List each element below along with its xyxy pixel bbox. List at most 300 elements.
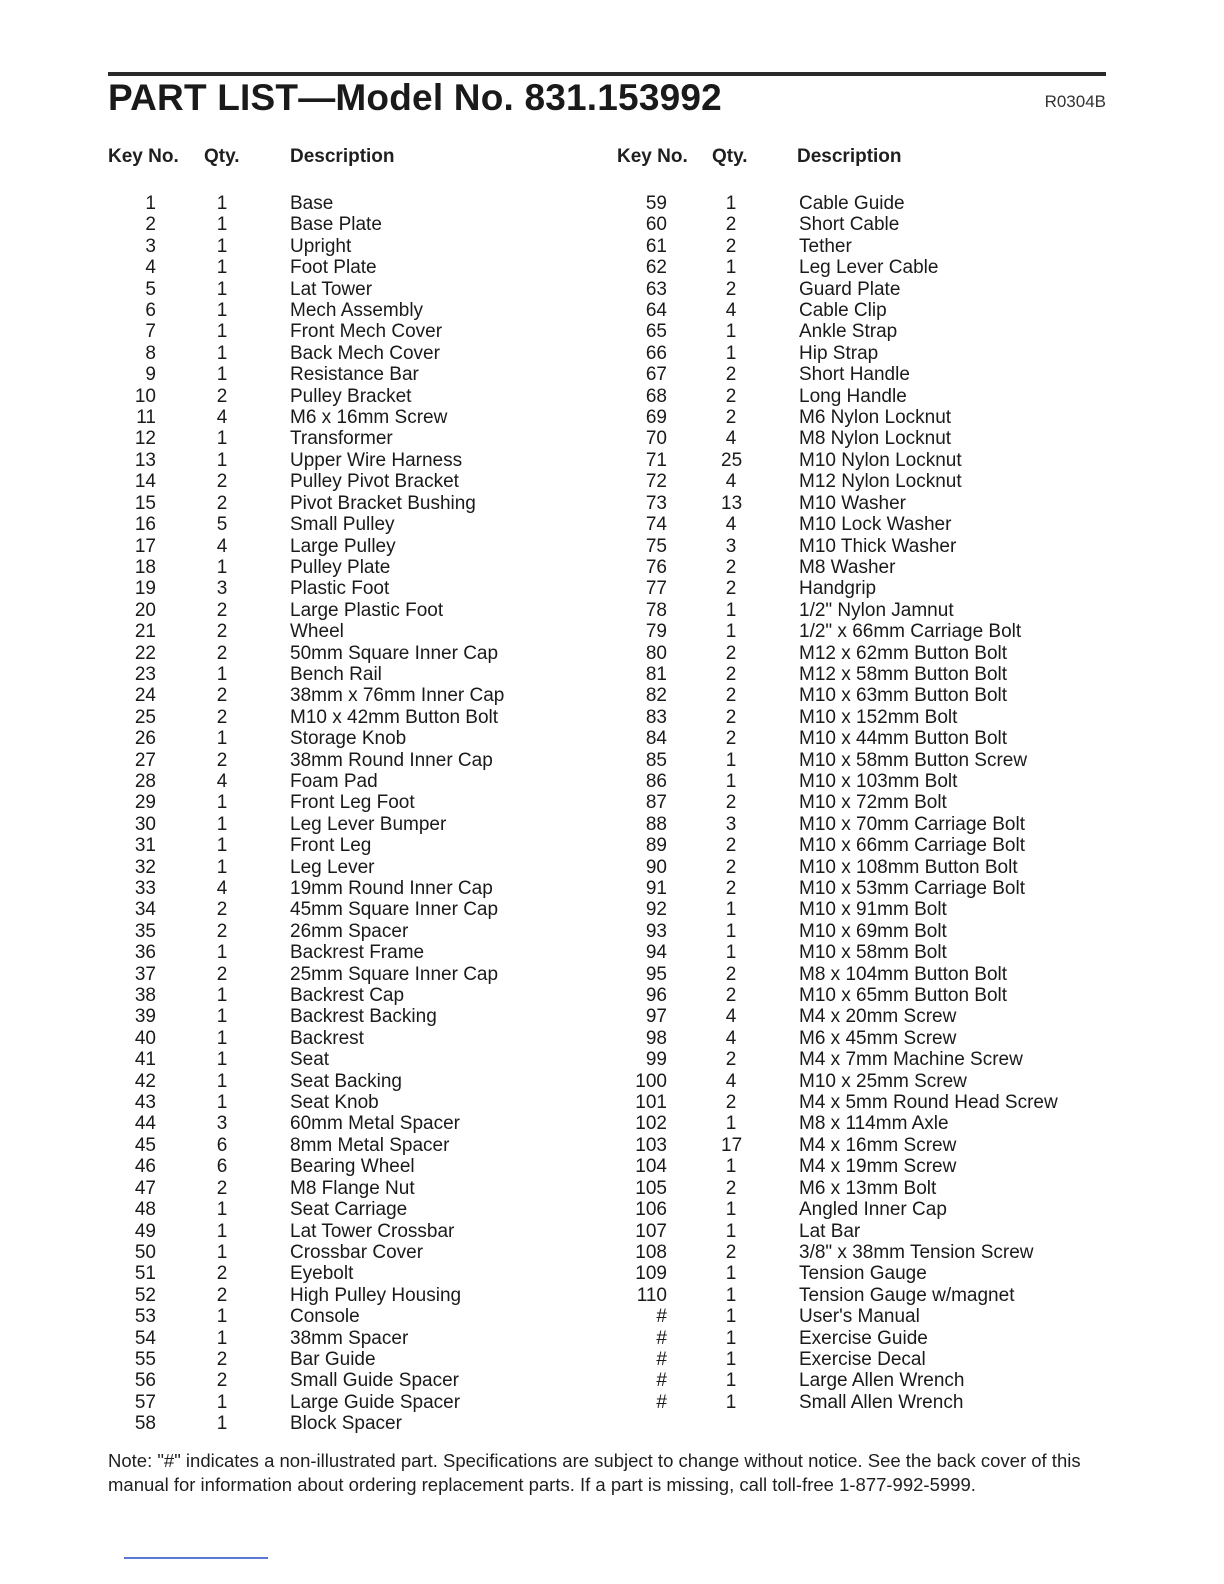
part-key-no: 44 xyxy=(134,1113,156,1135)
part-row xyxy=(617,450,1117,471)
part-row xyxy=(617,964,1117,985)
part-description: M10 x 53mm Carriage Bolt xyxy=(799,878,1025,899)
part-row xyxy=(108,300,608,321)
right-parts-column xyxy=(617,193,1117,1413)
part-qty: 2 xyxy=(725,706,737,728)
part-row xyxy=(617,214,1117,235)
part-qty: 2 xyxy=(725,578,737,600)
part-row xyxy=(617,1092,1117,1113)
part-row xyxy=(617,343,1117,364)
part-row xyxy=(617,1178,1117,1199)
part-qty: 4 xyxy=(216,407,228,429)
part-description: Leg Lever Cable xyxy=(799,257,939,279)
part-qty: 1 xyxy=(216,1306,228,1328)
part-description: Pulley Bracket xyxy=(290,385,412,407)
part-qty: 1 xyxy=(725,342,737,364)
part-row xyxy=(108,557,608,578)
part-key-no: 35 xyxy=(134,920,156,942)
part-description: Pulley Pivot Bracket xyxy=(290,471,459,493)
part-row xyxy=(108,707,608,728)
part-qty: 17 xyxy=(721,1134,743,1156)
part-row xyxy=(108,1028,608,1049)
part-description: M12 x 58mm Button Bolt xyxy=(799,663,1008,685)
part-qty: 2 xyxy=(725,878,737,899)
part-row xyxy=(617,771,1117,792)
part-row xyxy=(617,1071,1117,1092)
part-key-no: 96 xyxy=(645,985,667,1007)
part-description: M4 x 5mm Round Head Screw xyxy=(799,1092,1058,1114)
part-qty: 2 xyxy=(216,1263,228,1285)
part-description: 25mm Square Inner Cap xyxy=(290,963,499,985)
part-row xyxy=(108,364,608,385)
part-key-no: 72 xyxy=(645,471,667,493)
part-description: Lat Bar xyxy=(799,1220,861,1242)
part-key-no: # xyxy=(656,1306,667,1328)
part-key-no: 78 xyxy=(645,599,667,621)
part-description: 45mm Square Inner Cap xyxy=(290,899,499,921)
part-description: 50mm Square Inner Cap xyxy=(290,642,499,664)
part-row xyxy=(108,257,608,278)
part-row xyxy=(617,1006,1117,1027)
part-key-no: # xyxy=(656,1348,667,1370)
part-key-no: 82 xyxy=(645,685,667,707)
part-row xyxy=(108,878,608,899)
document-code: R0304B xyxy=(1044,92,1106,111)
part-key-no: 110 xyxy=(636,1284,667,1306)
part-key-no: 53 xyxy=(134,1306,156,1328)
part-qty: 1 xyxy=(216,1241,228,1263)
part-description: Tension Gauge xyxy=(799,1263,927,1285)
part-key-no: 69 xyxy=(645,407,667,429)
part-qty: 25 xyxy=(721,449,743,471)
part-description: Exercise Guide xyxy=(799,1327,928,1349)
part-description: Handgrip xyxy=(799,578,877,600)
part-qty: 2 xyxy=(725,407,737,429)
part-key-no: 6 xyxy=(145,300,156,322)
part-qty: 2 xyxy=(725,1092,737,1114)
part-row xyxy=(617,1028,1117,1049)
part-description: Seat Carriage xyxy=(290,1199,408,1221)
part-qty: 2 xyxy=(725,278,737,300)
part-row xyxy=(108,279,608,300)
part-key-no: 25 xyxy=(134,706,156,728)
part-row xyxy=(617,471,1117,492)
part-qty: 1 xyxy=(725,1391,737,1413)
part-row xyxy=(108,1242,608,1263)
part-description: Front Mech Cover xyxy=(290,321,443,343)
part-description: M10 Washer xyxy=(799,492,906,514)
part-row xyxy=(617,792,1117,813)
part-key-no: 109 xyxy=(635,1263,667,1285)
part-row xyxy=(617,1306,1117,1327)
part-row xyxy=(617,942,1117,963)
part-qty: 2 xyxy=(216,492,228,514)
part-qty: 2 xyxy=(725,1177,737,1199)
part-qty: 1 xyxy=(216,449,228,471)
part-description: Backrest Cap xyxy=(290,985,405,1007)
part-key-no: 1 xyxy=(145,193,156,214)
part-key-no: 97 xyxy=(645,1006,667,1028)
part-description: M4 x 16mm Screw xyxy=(799,1134,957,1156)
part-row xyxy=(108,193,608,214)
part-row xyxy=(108,835,608,856)
part-key-no: 17 xyxy=(134,535,156,557)
part-key-no: 10 xyxy=(134,385,156,407)
part-description: Wheel xyxy=(290,621,344,643)
part-key-no: 59 xyxy=(645,193,667,214)
part-qty: 1 xyxy=(725,193,737,214)
part-qty: 2 xyxy=(725,1241,737,1263)
part-row xyxy=(617,685,1117,706)
part-row xyxy=(108,792,608,813)
part-qty: 1 xyxy=(725,942,737,964)
part-qty: 2 xyxy=(216,749,228,771)
part-description: Pivot Bracket Bushing xyxy=(290,492,476,514)
part-key-no: 108 xyxy=(635,1241,667,1263)
part-key-no: 32 xyxy=(134,856,156,878)
part-description: M12 x 62mm Button Bolt xyxy=(799,642,1008,664)
part-key-no: 49 xyxy=(134,1220,156,1242)
part-row xyxy=(617,578,1117,599)
part-qty: 6 xyxy=(216,1156,228,1178)
part-qty: 2 xyxy=(216,963,228,985)
part-description: 1/2" x 66mm Carriage Bolt xyxy=(799,621,1022,643)
part-row xyxy=(617,728,1117,749)
left-parts-column xyxy=(108,193,608,1435)
part-description: M10 x 108mm Button Bolt xyxy=(799,856,1018,878)
part-key-no: 36 xyxy=(134,942,156,964)
part-description: M10 x 63mm Button Bolt xyxy=(799,685,1008,707)
part-row xyxy=(617,364,1117,385)
part-qty: 1 xyxy=(216,364,228,386)
part-qty: 4 xyxy=(216,535,228,557)
part-key-no: 18 xyxy=(134,556,156,578)
part-row xyxy=(617,300,1117,321)
part-qty: 1 xyxy=(216,1391,228,1413)
part-row xyxy=(617,1156,1117,1177)
part-row xyxy=(617,428,1117,449)
part-key-no: # xyxy=(656,1370,667,1392)
right-header-key: Key No. xyxy=(617,146,688,167)
part-key-no: 11 xyxy=(136,407,156,429)
part-qty: 2 xyxy=(216,706,228,728)
part-row xyxy=(108,514,608,535)
footer-rule xyxy=(124,1557,268,1559)
part-key-no: 74 xyxy=(645,514,667,536)
part-qty: 4 xyxy=(216,770,228,792)
part-description: Block Spacer xyxy=(290,1413,402,1435)
part-key-no: 103 xyxy=(635,1134,667,1156)
part-description: M10 x 152mm Bolt xyxy=(799,706,958,728)
part-key-no: 76 xyxy=(645,556,667,578)
part-description: M4 x 19mm Screw xyxy=(799,1156,957,1178)
part-key-no: 60 xyxy=(645,214,667,236)
part-qty: 1 xyxy=(725,1156,737,1178)
part-row xyxy=(617,514,1117,535)
part-row xyxy=(108,964,608,985)
part-description: M4 x 20mm Screw xyxy=(799,1006,957,1028)
part-qty: 3 xyxy=(725,813,737,835)
part-key-no: 63 xyxy=(645,278,667,300)
part-description: M10 Thick Washer xyxy=(799,535,957,557)
part-row xyxy=(108,664,608,685)
part-description: Backrest xyxy=(290,1027,364,1049)
part-row xyxy=(617,1263,1117,1284)
part-qty: 1 xyxy=(216,942,228,964)
part-qty: 1 xyxy=(216,1049,228,1071)
part-description: M12 Nylon Locknut xyxy=(799,471,962,493)
part-qty: 2 xyxy=(725,364,737,386)
part-description: Seat Knob xyxy=(290,1092,379,1114)
part-row xyxy=(108,1178,608,1199)
part-qty: 2 xyxy=(216,1348,228,1370)
part-qty: 1 xyxy=(216,1327,228,1349)
part-qty: 1 xyxy=(216,1413,228,1435)
part-key-no: 89 xyxy=(645,835,667,857)
part-qty: 2 xyxy=(725,985,737,1007)
part-description: Long Handle xyxy=(799,385,907,407)
part-key-no: 28 xyxy=(134,770,156,792)
part-description: M10 x 58mm Button Screw xyxy=(799,749,1028,771)
part-qty: 4 xyxy=(725,428,737,450)
part-qty: 2 xyxy=(725,685,737,707)
part-qty: 2 xyxy=(725,642,737,664)
part-row xyxy=(108,942,608,963)
part-qty: 1 xyxy=(725,321,737,343)
part-row xyxy=(617,1199,1117,1220)
part-row xyxy=(617,257,1117,278)
part-qty: 1 xyxy=(725,1113,737,1135)
part-description: M6 x 13mm Bolt xyxy=(799,1177,937,1199)
part-row xyxy=(108,1006,608,1027)
part-row xyxy=(108,1263,608,1284)
part-key-no: 52 xyxy=(134,1284,156,1306)
part-key-no: 16 xyxy=(134,514,156,536)
part-qty: 1 xyxy=(216,235,228,257)
part-description: Foam Pad xyxy=(290,770,378,792)
part-description: M4 x 7mm Machine Screw xyxy=(799,1049,1023,1071)
part-key-no: 8 xyxy=(145,342,156,364)
part-row xyxy=(617,899,1117,920)
part-description: Resistance Bar xyxy=(290,364,419,386)
part-description: Mech Assembly xyxy=(290,300,424,322)
part-key-no: 55 xyxy=(134,1348,156,1370)
part-description: M6 x 16mm Screw xyxy=(290,407,448,429)
part-qty: 2 xyxy=(725,835,737,857)
part-description: M10 Nylon Locknut xyxy=(799,449,962,471)
part-row xyxy=(108,857,608,878)
part-key-no: 75 xyxy=(645,535,667,557)
part-qty: 1 xyxy=(216,428,228,450)
part-row xyxy=(108,685,608,706)
part-key-no: 107 xyxy=(635,1220,667,1242)
part-row xyxy=(108,1221,608,1242)
part-row xyxy=(108,1199,608,1220)
part-key-no: 68 xyxy=(645,385,667,407)
part-qty: 1 xyxy=(216,1199,228,1221)
part-row xyxy=(617,536,1117,557)
part-key-no: 20 xyxy=(134,599,156,621)
part-key-no: 13 xyxy=(134,449,156,471)
part-qty: 1 xyxy=(725,1306,737,1328)
part-description: Small Guide Spacer xyxy=(290,1370,459,1392)
part-row xyxy=(108,471,608,492)
part-description: Bearing Wheel xyxy=(290,1156,415,1178)
part-key-no: 22 xyxy=(134,642,156,664)
part-key-no: 100 xyxy=(635,1070,667,1092)
part-qty: 2 xyxy=(216,1370,228,1392)
part-key-no: 92 xyxy=(645,899,667,921)
part-qty: 1 xyxy=(725,1220,737,1242)
part-qty: 4 xyxy=(216,878,228,899)
part-qty: 1 xyxy=(725,1199,737,1221)
part-qty: 3 xyxy=(725,535,737,557)
part-row xyxy=(108,1071,608,1092)
part-qty: 2 xyxy=(725,556,737,578)
part-row xyxy=(108,343,608,364)
part-key-no: 79 xyxy=(645,621,667,643)
part-key-no: 91 xyxy=(645,878,667,899)
part-key-no: 61 xyxy=(645,235,667,257)
part-row xyxy=(617,493,1117,514)
part-key-no: # xyxy=(656,1327,667,1349)
part-row xyxy=(617,921,1117,942)
part-description: M8 Nylon Locknut xyxy=(799,428,952,450)
part-description: Small Pulley xyxy=(290,514,395,536)
part-description: Crossbar Cover xyxy=(290,1241,424,1263)
part-qty: 1 xyxy=(725,599,737,621)
part-row xyxy=(617,1328,1117,1349)
part-qty: 2 xyxy=(725,856,737,878)
part-key-no: 58 xyxy=(134,1413,156,1435)
part-qty: 1 xyxy=(216,556,228,578)
part-qty: 1 xyxy=(216,835,228,857)
part-key-no: 87 xyxy=(645,792,667,814)
part-qty: 2 xyxy=(725,235,737,257)
part-row xyxy=(617,1113,1117,1134)
part-description: Base xyxy=(290,193,334,214)
part-qty: 4 xyxy=(725,1027,737,1049)
part-key-no: 29 xyxy=(134,792,156,814)
part-row xyxy=(617,1370,1117,1391)
part-qty: 1 xyxy=(216,257,228,279)
part-row xyxy=(108,407,608,428)
part-qty: 1 xyxy=(216,278,228,300)
part-row xyxy=(108,921,608,942)
part-key-no: 37 xyxy=(134,963,156,985)
part-key-no: 71 xyxy=(645,449,667,471)
part-key-no: 26 xyxy=(134,728,156,750)
part-qty: 1 xyxy=(216,193,228,214)
part-key-no: 24 xyxy=(134,685,156,707)
part-row xyxy=(617,1049,1117,1070)
part-description: M10 x 58mm Bolt xyxy=(799,942,947,964)
part-description: Base Plate xyxy=(290,214,382,236)
part-row xyxy=(108,899,608,920)
part-key-no: 19 xyxy=(134,578,156,600)
part-description: Seat Backing xyxy=(290,1070,402,1092)
part-key-no: 30 xyxy=(134,813,156,835)
part-qty: 3 xyxy=(216,1113,228,1135)
part-description: Lat Tower Crossbar xyxy=(290,1220,455,1242)
part-key-no: 42 xyxy=(134,1070,156,1092)
part-description: Console xyxy=(290,1306,360,1328)
part-description: Transformer xyxy=(290,428,393,450)
part-row xyxy=(108,1156,608,1177)
part-description: Leg Lever xyxy=(290,856,375,878)
part-key-no: 101 xyxy=(635,1092,667,1114)
part-description: Eyebolt xyxy=(290,1263,354,1285)
part-description: M10 x 91mm Bolt xyxy=(799,899,947,921)
part-key-no: 40 xyxy=(134,1027,156,1049)
part-row xyxy=(108,1049,608,1070)
part-row xyxy=(617,1285,1117,1306)
part-description: M10 x 66mm Carriage Bolt xyxy=(799,835,1025,857)
part-description: Large Pulley xyxy=(290,535,396,557)
part-qty: 4 xyxy=(725,514,737,536)
part-key-no: 33 xyxy=(134,878,156,899)
part-description: M10 x 72mm Bolt xyxy=(799,792,947,814)
part-row xyxy=(108,643,608,664)
part-key-no: 90 xyxy=(645,856,667,878)
left-header-description: Description xyxy=(290,146,395,167)
top-rule xyxy=(108,72,1106,76)
part-key-no: 95 xyxy=(645,963,667,985)
part-key-no: 93 xyxy=(645,920,667,942)
part-description: Short Cable xyxy=(799,214,900,236)
part-key-no: 15 xyxy=(134,492,156,514)
part-description: Angled Inner Cap xyxy=(799,1199,947,1221)
part-row xyxy=(617,1392,1117,1413)
part-row xyxy=(108,428,608,449)
part-key-no: 57 xyxy=(134,1391,156,1413)
part-qty: 5 xyxy=(216,514,228,536)
part-key-no: 85 xyxy=(645,749,667,771)
part-row xyxy=(617,279,1117,300)
part-description: Front Leg Foot xyxy=(290,792,415,814)
part-qty: 4 xyxy=(725,471,737,493)
part-qty: 1 xyxy=(216,1092,228,1114)
part-qty: 1 xyxy=(725,1284,737,1306)
part-qty: 4 xyxy=(725,1070,737,1092)
part-qty: 1 xyxy=(725,257,737,279)
part-description: M10 x 25mm Screw xyxy=(799,1070,967,1092)
part-qty: 2 xyxy=(725,728,737,750)
part-description: M8 x 114mm Axle xyxy=(799,1113,949,1135)
part-row xyxy=(617,1221,1117,1242)
part-description: Backrest Frame xyxy=(290,942,425,964)
part-description: Foot Plate xyxy=(290,257,377,279)
part-row xyxy=(108,750,608,771)
part-key-no: 34 xyxy=(134,899,156,921)
right-header-qty: Qty. xyxy=(712,146,748,167)
part-key-no: 67 xyxy=(645,364,667,386)
part-qty: 3 xyxy=(216,578,228,600)
part-key-no: 4 xyxy=(145,257,156,279)
part-qty: 1 xyxy=(725,1370,737,1392)
part-description: M6 x 45mm Screw xyxy=(799,1027,957,1049)
part-qty: 1 xyxy=(725,899,737,921)
part-description: Tether xyxy=(799,235,852,257)
part-qty: 2 xyxy=(216,642,228,664)
part-row xyxy=(617,814,1117,835)
part-qty: 2 xyxy=(216,599,228,621)
part-row xyxy=(108,450,608,471)
part-row xyxy=(617,600,1117,621)
part-row xyxy=(108,1370,608,1391)
part-key-no: 77 xyxy=(645,578,667,600)
part-qty: 1 xyxy=(216,1070,228,1092)
